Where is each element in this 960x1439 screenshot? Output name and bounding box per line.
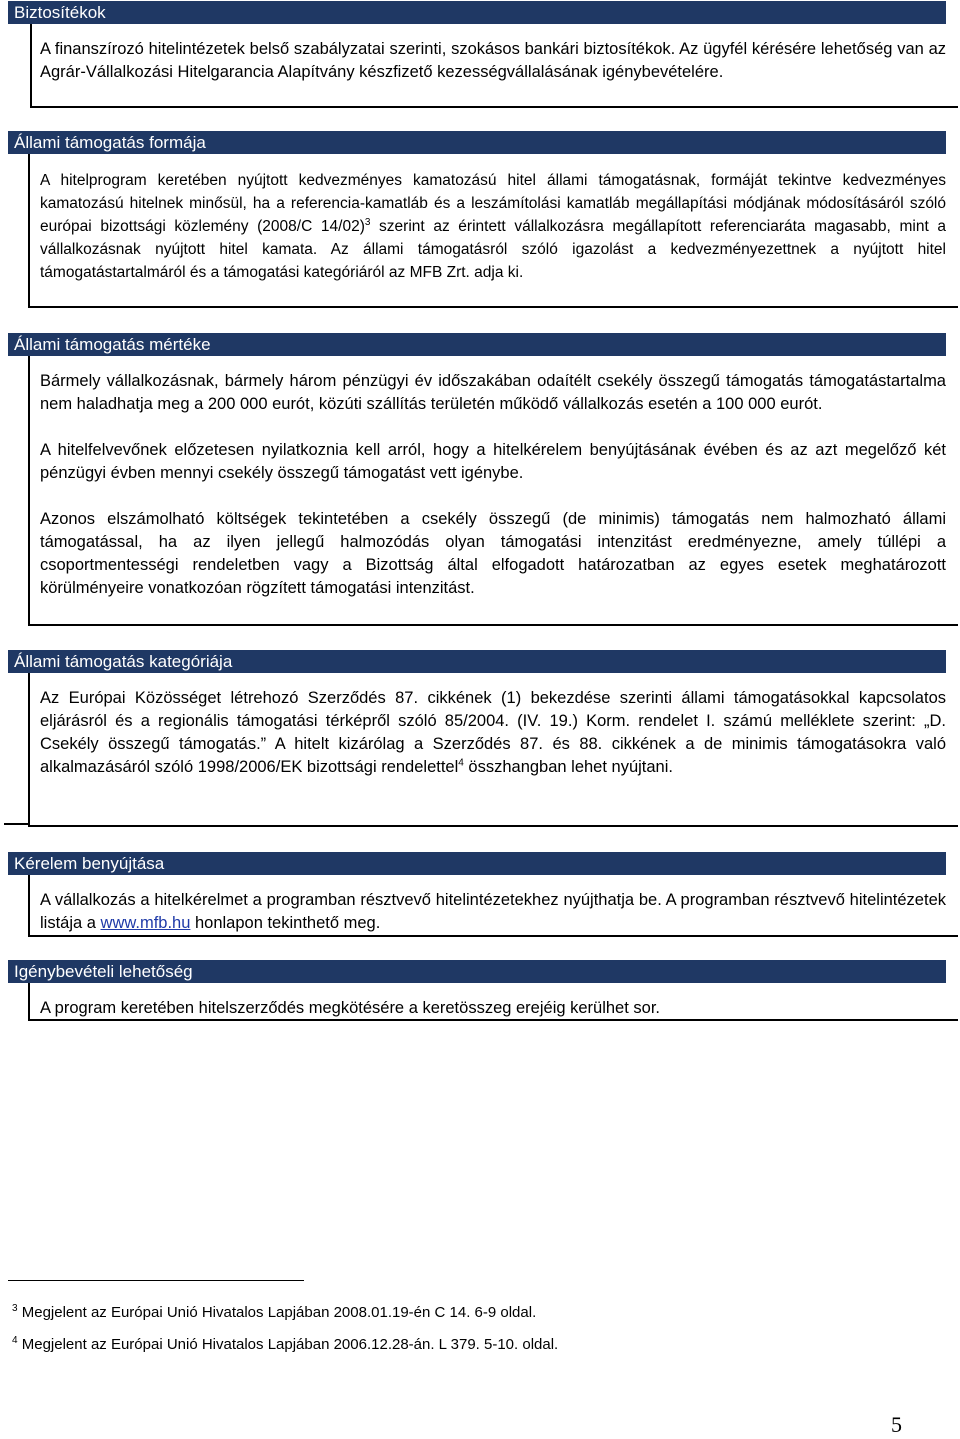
biztositekok-text: A finanszírozó hitelintézetek belső szabályzatai szerinti, szokásos bankári biztosítékok. Az ügyfél kérésére lehetőség van az Agrár-Vállalkozási Hitelgarancia Alapítvány készfizető kezességvállalásának igénybevételére. <box>40 40 946 81</box>
footnote-ref-3: 3 <box>364 216 371 228</box>
footnote-ref-4: 4 <box>458 757 464 769</box>
kerelem-text: A vállalkozás a hitelkérelmet a programban résztvevő hitelintézetekhez nyújthatja be. A programban résztvevő hitelintézetek listája a www.mfb.hu honlapon tekinthető meg. <box>40 891 946 932</box>
forma-text: A hitelprogram keretében nyújtott kedvezményes kamatozású hitel állami támogatásnak, formáját tekintve kedvezményes kamatozású hitelnek minősül, ha a referencia-kamatláb és a leszámítolási kamatláb megállapítási módjának módosításáról szóló európai bizottsági közlemény (2008/C 14/02)$^3$ szerint az érintett vállalkozásra megállapított referenciaráta magasabb, mint a vállalkozásnak nyújtott hitel kamata. Az állami támogatásról szóló igazolást a kedvezményezettnek a nyújtott hitel támogatástartalmáról és a támogatási kategóriáról az MFB Zrt. adja ki. <box>40 172 946 281</box>
footnote-4: $^4$ Megjelent az Európai Unió Hivatalos Lapjában 2006.12.28-án. L 379. 5-10. oldal. <box>12 1335 559 1353</box>
kategoria-text: Az Európai Közösséget létrehozó Szerződés 87. cikkének (1) bekezdése szerinti állami támogatásokkal kapcsolatos eljárásról és a regionális támogatási térképről szóló 85/2004. (IV. 19.) Korm. rendelet I. számú melléklete szerint: „D. Csekély összegű támogatás.” A hitelt kizárólag a Szerződés 87. és 88. cikkének a de minimis támogatásokra való alkalmazásáról szóló 1998/2006/EK bizottsági rendelettel$^4$ összhangban lehet nyújtani. <box>40 689 946 776</box>
mertek-paragraph-1: Bármely vállalkozásnak, bármely három pénzügyi év időszakában odaítélt csekély összegű támogatás támogatástartalma nem haladhatja meg a 200 000 eurót, közúti szállítás területén működő vállalkozás esetén a 100 000 eurót. <box>40 372 946 413</box>
section-header-forma: Állami támogatás formája <box>8 131 946 154</box>
section-header-igenybeveteli: Igénybevételi lehetőség <box>8 960 946 983</box>
footnote-separator <box>8 1280 304 1281</box>
igenybeveteli-text: A program keretében hitelszerződés megkötésére a keretösszeg erejéig kerülhet sor. <box>40 999 660 1017</box>
mfb-link[interactable]: www.mfb.hu <box>100 914 191 932</box>
mertek-paragraph-3: Azonos elszámolható költségek tekintetében a csekély összegű (de minimis) támogatás nem halmozható állami támogatással, ha az ilyen jellegű halmozódás olyan támogatási intenzitást eredményezne, amely túllépi a csoportmentességi rendeletben vagy a Bizottság által elfogadott határozatban az egyes esetek meghatározott körülményeire vonatkozóan rögzített támogatási intenzitást. <box>40 510 946 597</box>
section-header-kerelem: Kérelem benyújtása <box>8 852 946 875</box>
footnote-3: $^3$ Megjelent az Európai Unió Hivatalos Lapjában 2008.01.19-én C 14. 6-9 oldal. <box>12 1303 537 1321</box>
section-header-biztositekok: Biztosítékok <box>8 1 946 24</box>
kategoria-box-underline <box>4 823 30 825</box>
mertek-paragraph-2: A hitelfelvevőnek előzetesen nyilatkoznia kell arról, hogy a hitelkérelem benyújtásának évében és az azt megelőző két pénzügyi évben mennyi csekély összegű támogatást vett igénybe. <box>40 441 946 482</box>
page-number: 5 <box>891 1412 902 1437</box>
section-header-kategoria: Állami támogatás kategóriája <box>8 650 946 673</box>
section-header-mertek: Állami támogatás mértéke <box>8 333 946 356</box>
